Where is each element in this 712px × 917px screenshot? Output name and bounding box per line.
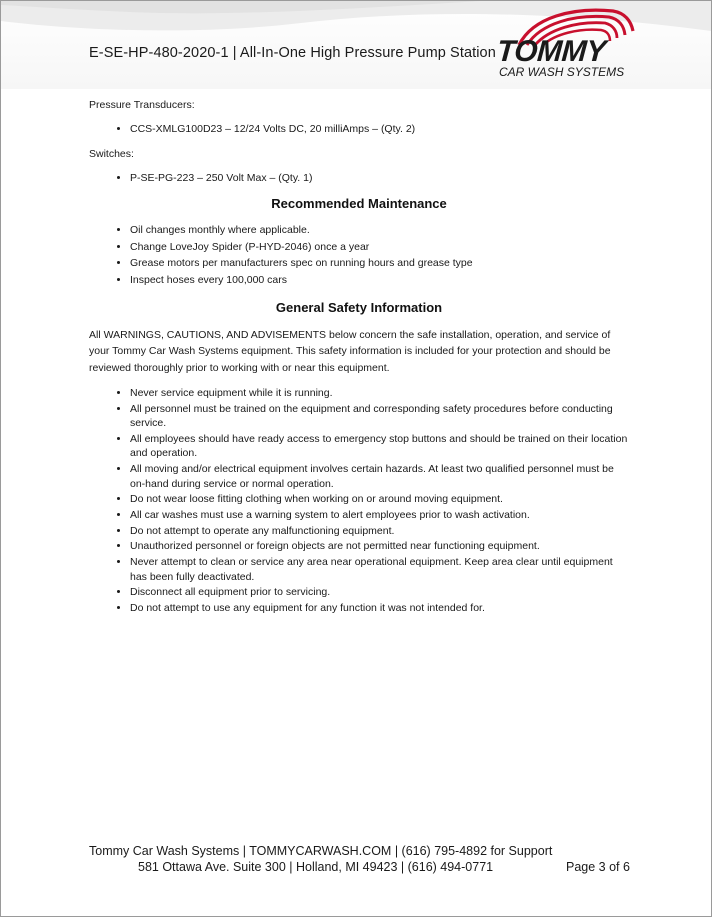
page-header	[1, 1, 711, 89]
pressure-transducers-label: Pressure Transducers:	[89, 99, 195, 111]
list-item: • Grease motors per manufacturers spec on running hours and grease type	[130, 256, 629, 271]
logo-wordmark: TOMMY	[495, 35, 607, 68]
switches-label: Switches:	[89, 148, 134, 160]
list-item: • Unauthorized personnel or foreign objects are not permitted near functioning equipment.	[130, 539, 629, 554]
list-item: • Disconnect all equipment prior to servicing.	[130, 585, 629, 600]
switches-list	[89, 171, 629, 186]
list-item: • P-SE-PG-223 – 250 Volt Max – (Qty. 1)	[130, 171, 629, 186]
footer-address-line: 581 Ottawa Ave. Suite 300 | Holland, MI 49423 | (616) 494-0771	[138, 860, 494, 874]
list-item: • Change LoveJoy Spider (P-HYD-2046) once a year	[130, 240, 629, 255]
page-number: Page 3 of 6	[566, 860, 630, 874]
list-item: • Do not attempt to use any equipment for any function it was not intended for.	[130, 601, 629, 616]
logo-subtitle: CAR WASH SYSTEMS	[499, 65, 625, 79]
list-item: • All car washes must use a warning system to alert employees prior to wash activation.	[130, 508, 629, 523]
list-item: • All employees should have ready access to emergency stop buttons and should be trained on their location and operation.	[130, 432, 629, 461]
list-item: • Never service equipment while it is running.	[130, 386, 629, 401]
document-body	[89, 98, 629, 617]
safety-intro: All WARNINGS, CAUTIONS, AND ADVISEMENTS below concern the safe installation, operation, and service of your Tommy Car Wash Systems equipment. This safety information is included for your protection and should be reviewed thoroughly prior to working with or near this equipment.	[89, 328, 611, 374]
list-item: • Inspect hoses every 100,000 cars	[130, 273, 629, 288]
maintenance-heading: Recommended Maintenance	[271, 196, 447, 211]
document-title: E-SE-HP-480-2020-1 | All-In-One High Pressure Pump Station	[89, 45, 496, 61]
safety-heading: General Safety Information	[275, 299, 443, 315]
tommy-logo	[493, 5, 637, 83]
list-item: • Never attempt to clean or service any area near operational equipment. Keep area clear until equipment has been fully deactivated.	[130, 555, 629, 584]
safety-list	[89, 386, 629, 615]
list-item: • CCS-XMLG100D23 – 12/24 Volts DC, 20 milliAmps – (Qty. 2)	[130, 122, 629, 137]
footer-contact-line: Tommy Car Wash Systems | TOMMYCARWASH.COM | (616) 795-4892 for Support	[89, 844, 553, 858]
list-item: • Do not attempt to operate any malfunctioning equipment.	[130, 524, 629, 539]
maintenance-list	[89, 223, 629, 288]
list-item: • Do not wear loose fitting clothing when working on or around moving equipment.	[130, 492, 629, 507]
list-item: • All personnel must be trained on the equipment and corresponding safety procedures before conducting service.	[130, 402, 629, 431]
list-item: • Oil changes monthly where applicable.	[130, 223, 629, 238]
pressure-transducers-list	[89, 122, 629, 137]
list-item: • All moving and/or electrical equipment involves certain hazards. At least two qualified personnel must be on-hand during service or normal operation.	[130, 462, 629, 491]
